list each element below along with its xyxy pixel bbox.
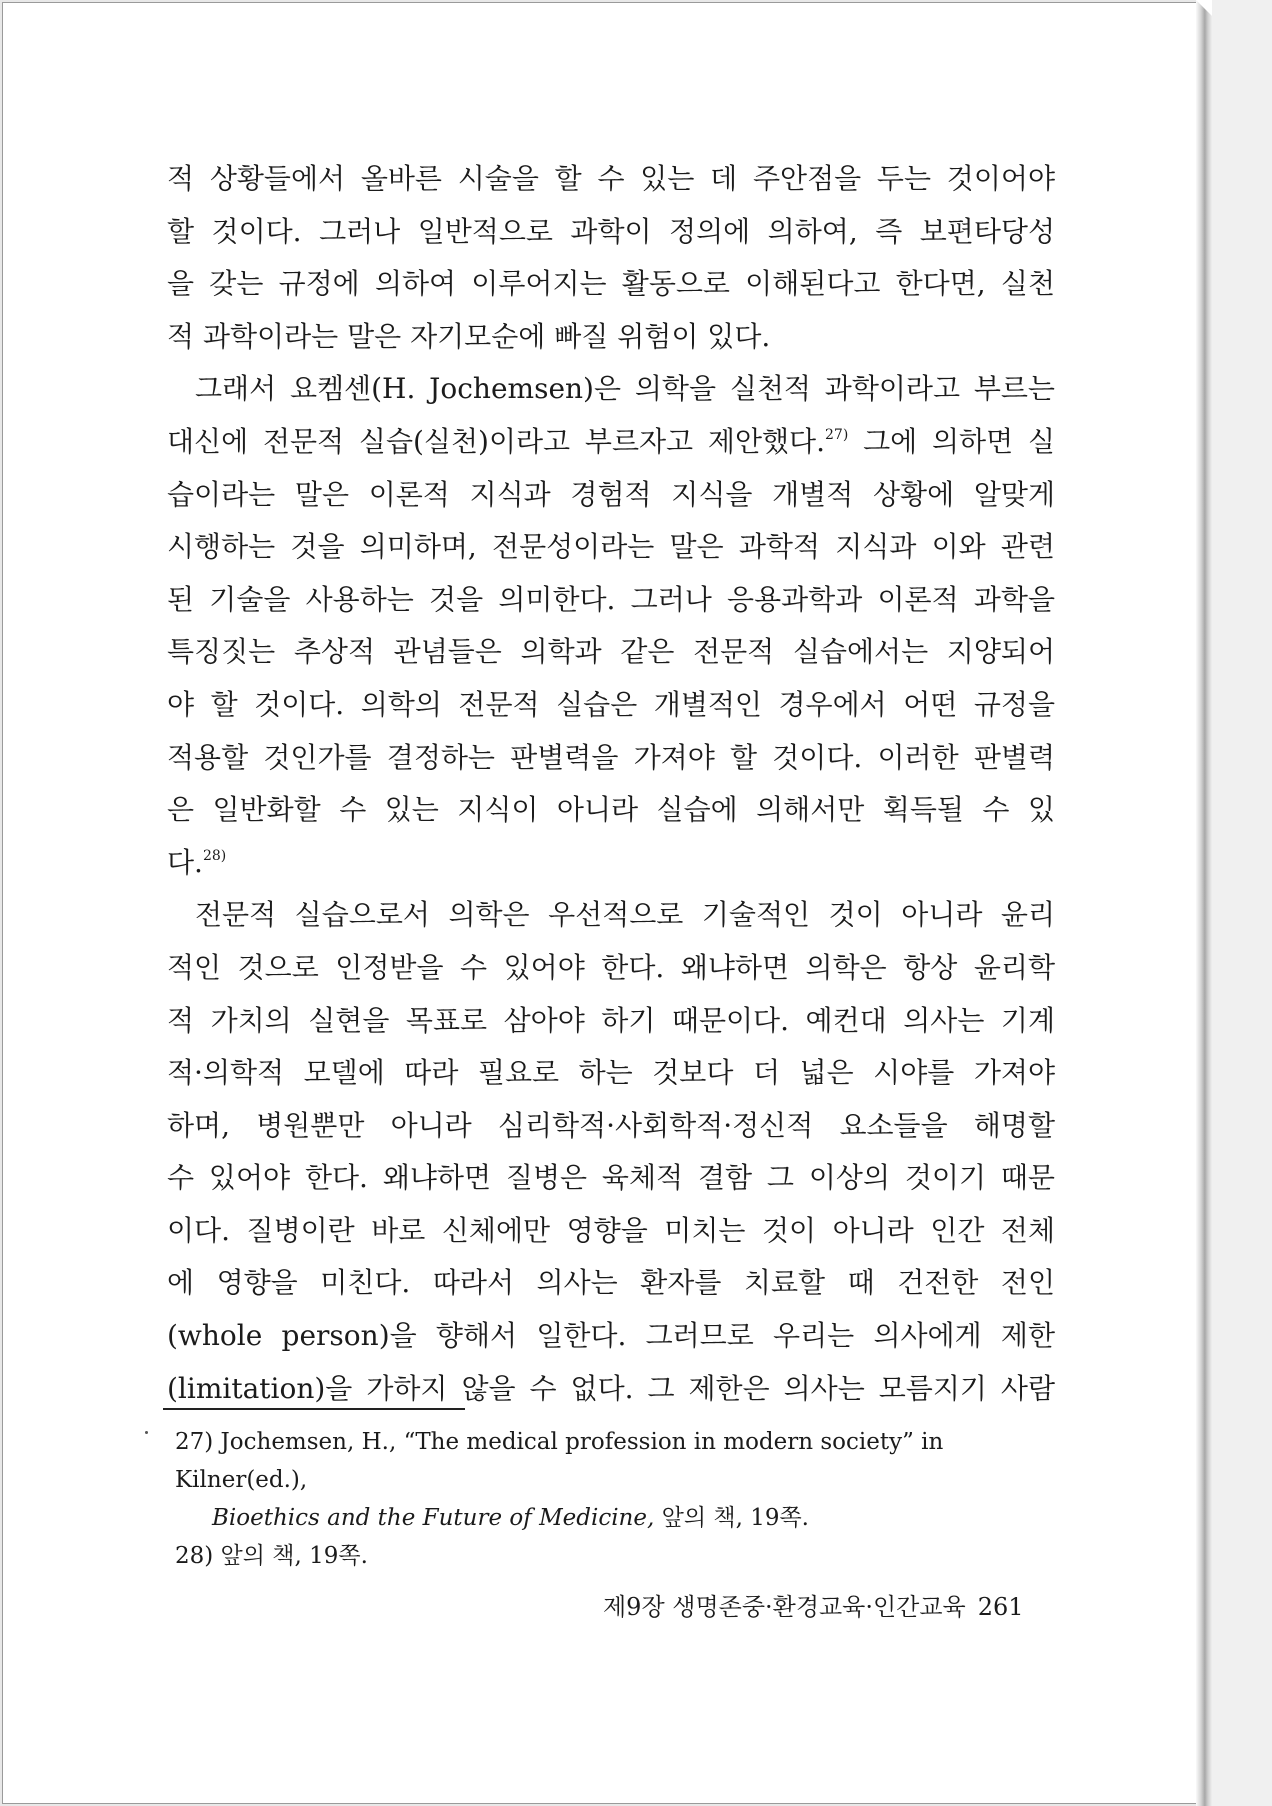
footnote-27: 27) Jochemsen, H., “The medical profession in modern society” in Kilner(ed.), [175, 1429, 944, 1493]
book-page [2, 2, 1208, 1804]
chapter-title: 제9장 생명존중·환경교육·인간교육 [603, 1593, 966, 1621]
text-line: 적 상황들에서 올바른 시술을 할 수 있는 데 주안점을 두는 것이어야 [167, 162, 1055, 195]
text-line: 을 갖는 규정에 의하여 이루어지는 활동으로 이해된다고 한다면, 실천 [167, 267, 1055, 301]
text-line: 할 것이다. 그러나 일반적으로 과학이 정의에 의하여, 즉 보편타당성 [167, 214, 1055, 248]
text-line: 이다. 질병이란 바로 신체에만 영향을 미치는 것이 아니라 인간 전체 [167, 1213, 1055, 1247]
book-title: Bioethics and the Future of Medicine, [212, 1505, 655, 1531]
footnote-text: 앞의 책, 19쪽. [654, 1505, 809, 1531]
text-line-with-note-27 [167, 416, 1055, 469]
text-line: (limitation)을 가하지 않을 수 없다. 그 제한은 의사는 모름지기 사람 [167, 1371, 1055, 1405]
viewer-background [1212, 0, 1272, 1806]
text-line: (whole person)을 향해서 일한다. 그러므로 우리는 의사에게 제한 [167, 1319, 1055, 1353]
text-line: 에 영향을 미친다. 따라서 의사는 환자를 치료할 때 건전한 전인 [167, 1266, 1055, 1300]
text-line: 적 가치의 실현을 목표로 삼아야 하기 때문이다. 예컨대 의사는 기계 [167, 1003, 1055, 1037]
text-line: 시행하는 것을 의미하며, 전문성이라는 말은 과학적 지식과 이와 관련 [167, 530, 1055, 564]
text-segment: 다. [167, 845, 203, 879]
footnote-divider [163, 1408, 465, 1410]
text-line: 습이라는 말은 이론적 지식과 경험적 지식을 개별적 상황에 알맞게 [167, 477, 1055, 511]
footnote-27-continued [175, 1499, 1065, 1537]
text-line: 하며, 병원뿐만 아니라 심리학적·사회학적·정신적 요소들을 해명할 [167, 1108, 1055, 1142]
text-line: 적용할 것인가를 결정하는 판별력을 가져야 할 것이다. 이러한 판별력 [167, 740, 1055, 774]
page-edge-shadow [1196, 0, 1212, 1806]
text-line: 전문적 실습으로서 의학은 우선적으로 기술적인 것이 아니라 윤리 [195, 898, 1055, 932]
text-line: 그래서 요켐센(H. Jochemsen)은 의학을 실천적 과학이라고 부르는 [195, 372, 1055, 406]
running-footer [603, 1587, 1023, 1622]
text-segment: 그에 의하면 실 [848, 424, 1055, 458]
footnote-28: 28) 앞의 책, 19쪽. [175, 1543, 368, 1569]
text-line: 은 일반화할 수 있는 지식이 아니라 실습에 의해서만 획득될 수 있 [167, 793, 1055, 827]
body-text [167, 153, 1055, 1415]
text-segment: 대신에 전문적 실습(실천)이라고 부르자고 제안했다. [167, 424, 825, 458]
footnotes [175, 1423, 1065, 1575]
text-line-with-note-28 [167, 837, 1055, 890]
text-line: 된 기술을 사용하는 것을 의미한다. 그러나 응용과학과 이론적 과학을 [167, 582, 1055, 616]
text-line: 적 과학이라는 말은 자기모순에 빠질 위험이 있다. [167, 319, 771, 353]
text-line: 적·의학적 모델에 따라 필요로 하는 것보다 더 넓은 시야를 가져야 [167, 1056, 1055, 1090]
footnote-ref-28: 28) [202, 847, 227, 864]
text-line: 야 할 것이다. 의학의 전문적 실습은 개별적인 경우에서 어떤 규정을 [167, 687, 1055, 721]
footnote-ref-27: 27) [825, 426, 849, 443]
scan-speck [145, 1431, 148, 1434]
page-number: 261 [977, 1593, 1024, 1621]
text-line: 적인 것으로 인정받을 수 있어야 한다. 왜냐하면 의학은 항상 윤리학 [167, 950, 1055, 984]
text-line: 특징짓는 추상적 관념들은 의학과 같은 전문적 실습에서는 지양되어 [167, 635, 1055, 669]
text-line: 수 있어야 한다. 왜냐하면 질병은 육체적 결함 그 이상의 것이기 때문 [167, 1161, 1055, 1195]
